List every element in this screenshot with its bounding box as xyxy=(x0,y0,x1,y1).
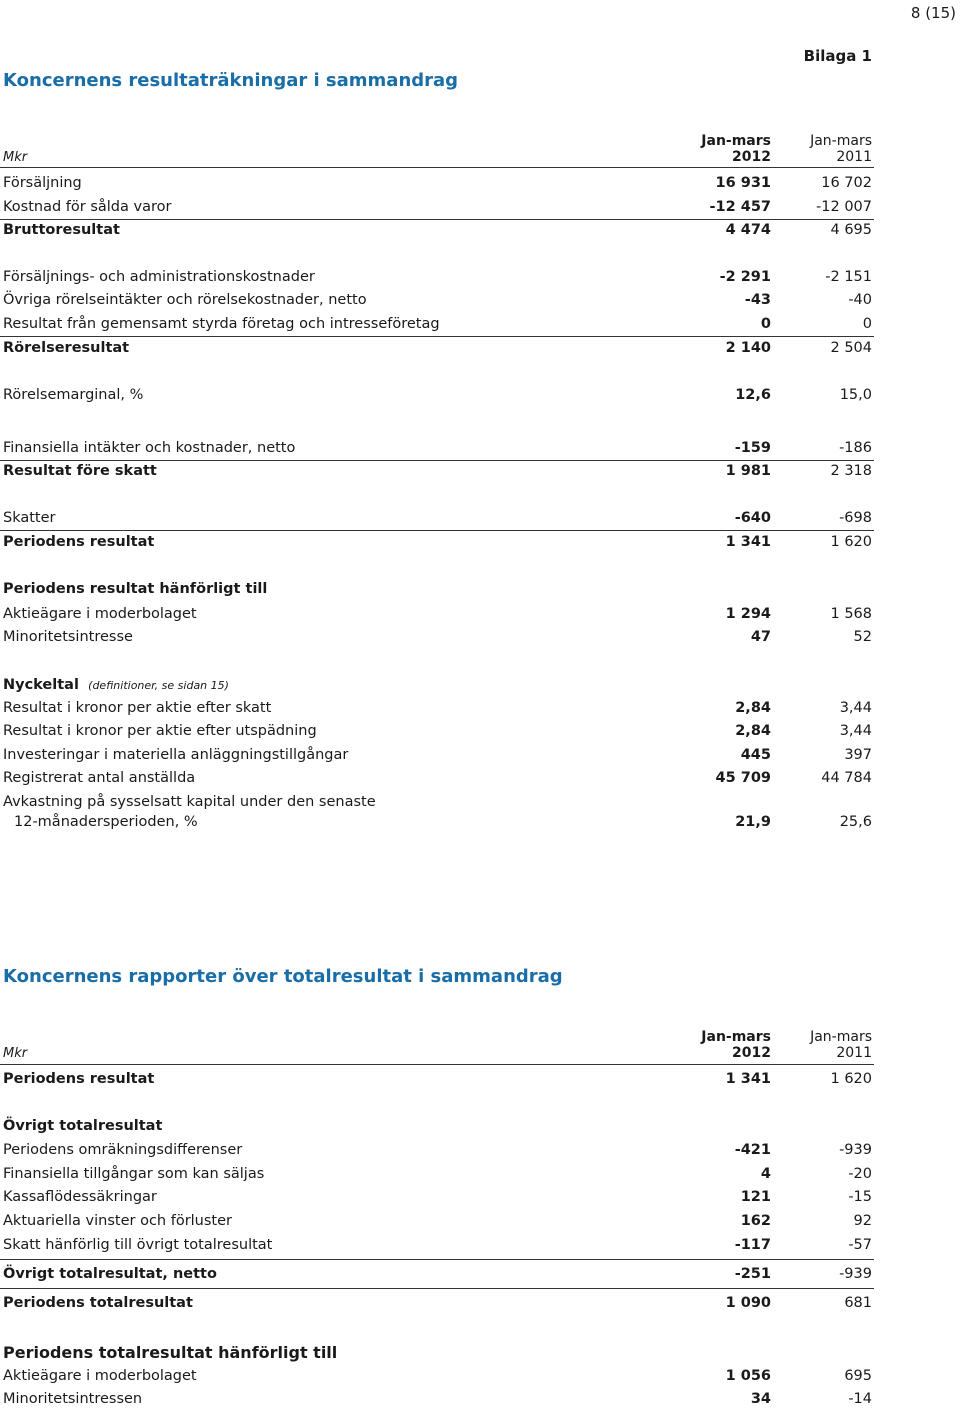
value-2012: 4 474 xyxy=(725,222,771,238)
row-label: Periodens totalresultat hänförligt till xyxy=(3,1343,338,1362)
value-2011: 3,44 xyxy=(839,723,872,739)
nyckeltal-note: (definitioner, se sidan 15) xyxy=(88,679,229,692)
value-2011: -939 xyxy=(839,1142,872,1158)
value-2011: 16 702 xyxy=(821,175,872,191)
value-2011: 1 620 xyxy=(830,534,872,550)
row-label: Övrigt totalresultat xyxy=(3,1118,163,1134)
value-2011: 3,44 xyxy=(839,700,872,716)
value-2012: 1 341 xyxy=(725,534,771,550)
subtotal-rule xyxy=(0,1288,874,1289)
page-number: 8 (15) xyxy=(910,4,956,22)
value-2011: -698 xyxy=(839,510,872,526)
value-2012: 47 xyxy=(750,629,771,645)
value-2011: 0 xyxy=(862,316,872,332)
value-2012: 21,9 xyxy=(735,814,771,830)
row-label: Finansiella intäkter och kostnader, netto xyxy=(3,440,296,456)
value-2012: 16 931 xyxy=(715,175,771,191)
row-label: Periodens omräkningsdifferenser xyxy=(3,1142,243,1158)
value-2011: -186 xyxy=(839,440,872,456)
subtotal-rule xyxy=(0,460,874,461)
col2-year: 2011 xyxy=(836,1045,872,1061)
income-statement-title: Koncernens resultaträkningar i sammandrag xyxy=(3,70,459,91)
header-rule xyxy=(0,1064,874,1065)
value-2011: 2 504 xyxy=(830,340,872,356)
value-2011: 52 xyxy=(853,629,872,645)
value-2011: 695 xyxy=(844,1368,872,1384)
row-label: Aktieägare i moderbolaget xyxy=(3,1368,197,1384)
value-2012: 1 341 xyxy=(725,1071,771,1087)
comprehensive-income-title: Koncernens rapporter över totalresultat i sammandrag xyxy=(3,966,563,987)
value-2012: 445 xyxy=(740,747,771,763)
row-label: Resultat i kronor per aktie efter skatt xyxy=(3,700,272,716)
appendix-label: Bilaga 1 xyxy=(803,47,872,65)
value-2012: 121 xyxy=(740,1189,771,1205)
row-label: Finansiella tillgångar som kan säljas xyxy=(3,1166,265,1182)
value-2011: 44 784 xyxy=(821,770,872,786)
col2-period: Jan-mars xyxy=(810,1029,872,1045)
value-2012: -159 xyxy=(734,440,771,456)
value-2011: 681 xyxy=(844,1295,872,1311)
row-label: Resultat i kronor per aktie efter utspädning xyxy=(3,723,317,739)
row-label: Nyckeltal (definitioner, se sidan 15) xyxy=(3,677,229,693)
value-2012: 1 981 xyxy=(725,463,771,479)
row-label: 12-månadersperioden, % xyxy=(14,814,198,830)
row-label: Periodens resultat hänförligt till xyxy=(3,581,268,597)
value-2011: -15 xyxy=(848,1189,872,1205)
value-2012: 1 294 xyxy=(725,606,771,622)
unit-label: Mkr xyxy=(3,1046,28,1061)
value-2011: 397 xyxy=(844,747,872,763)
col1-period: Jan-mars xyxy=(701,1029,771,1045)
value-2012: 2,84 xyxy=(735,723,771,739)
value-2011: 92 xyxy=(853,1213,872,1229)
row-label: Övriga rörelseintäkter och rörelsekostnader, netto xyxy=(3,292,367,308)
row-label: Registrerat antal anställda xyxy=(3,770,196,786)
col1-period: Jan-mars xyxy=(701,133,771,149)
row-label: Bruttoresultat xyxy=(3,222,120,238)
value-2012: -12 457 xyxy=(709,199,771,215)
row-label: Aktuariella vinster och förluster xyxy=(3,1213,232,1229)
value-2012: 2 140 xyxy=(725,340,771,356)
value-2011: -2 151 xyxy=(825,269,872,285)
row-label: Kassaflödessäkringar xyxy=(3,1189,157,1205)
row-label: Resultat från gemensamt styrda företag och intresseföretag xyxy=(3,316,440,332)
subtotal-rule xyxy=(0,219,874,220)
value-2012: -43 xyxy=(744,292,771,308)
header-rule xyxy=(0,167,874,168)
value-2012: 1 090 xyxy=(725,1295,771,1311)
value-2012: -251 xyxy=(734,1266,771,1282)
value-2012: -2 291 xyxy=(719,269,771,285)
col1-year: 2012 xyxy=(732,1045,771,1061)
value-2012: 2,84 xyxy=(735,700,771,716)
col1-year: 2012 xyxy=(732,149,771,165)
value-2011: -20 xyxy=(848,1166,872,1182)
subtotal-rule xyxy=(0,1259,874,1260)
value-2011: 4 695 xyxy=(830,222,872,238)
row-label: Rörelseresultat xyxy=(3,340,130,356)
value-2011: 1 568 xyxy=(830,606,872,622)
row-label: Resultat före skatt xyxy=(3,463,157,479)
value-2012: 0 xyxy=(760,316,771,332)
value-2012: 34 xyxy=(750,1391,771,1407)
value-2011: -40 xyxy=(848,292,872,308)
value-2011: 15,0 xyxy=(839,387,872,403)
value-2012: 45 709 xyxy=(715,770,771,786)
value-2011: -14 xyxy=(848,1391,872,1407)
value-2011: 25,6 xyxy=(839,814,872,830)
row-label: Periodens resultat xyxy=(3,534,155,550)
row-label: Försäljning xyxy=(3,175,82,191)
row-label: Övrigt totalresultat, netto xyxy=(3,1266,217,1282)
value-2012: 1 056 xyxy=(725,1368,771,1384)
row-label: Aktieägare i moderbolaget xyxy=(3,606,197,622)
col2-period: Jan-mars xyxy=(810,133,872,149)
row-label: Försäljnings- och administrationskostnader xyxy=(3,269,315,285)
col2-year: 2011 xyxy=(836,149,872,165)
value-2012: -117 xyxy=(734,1237,771,1253)
value-2012: 4 xyxy=(760,1166,771,1182)
row-label: Skatter xyxy=(3,510,56,526)
value-2012: 12,6 xyxy=(735,387,771,403)
value-2011: 1 620 xyxy=(830,1071,872,1087)
row-label: Minoritetsintressen xyxy=(3,1391,143,1407)
row-label: Kostnad för sålda varor xyxy=(3,199,172,215)
row-label: Investeringar i materiella anläggningstillgångar xyxy=(3,747,349,763)
unit-label: Mkr xyxy=(3,150,28,165)
row-label: Rörelsemarginal, % xyxy=(3,387,144,403)
value-2011: -57 xyxy=(848,1237,872,1253)
value-2012: -640 xyxy=(734,510,771,526)
row-label: Periodens totalresultat xyxy=(3,1295,193,1311)
subtotal-rule xyxy=(0,336,874,337)
value-2011: -12 007 xyxy=(816,199,872,215)
value-2011: -939 xyxy=(839,1266,872,1282)
row-label: Avkastning på sysselsatt kapital under den senaste xyxy=(3,794,376,810)
row-label: Skatt hänförlig till övrigt totalresultat xyxy=(3,1237,273,1253)
value-2011: 2 318 xyxy=(830,463,872,479)
value-2012: -421 xyxy=(734,1142,771,1158)
row-label: Minoritetsintresse xyxy=(3,629,133,645)
value-2012: 162 xyxy=(740,1213,771,1229)
subtotal-rule xyxy=(0,530,874,531)
row-label: Periodens resultat xyxy=(3,1071,155,1087)
